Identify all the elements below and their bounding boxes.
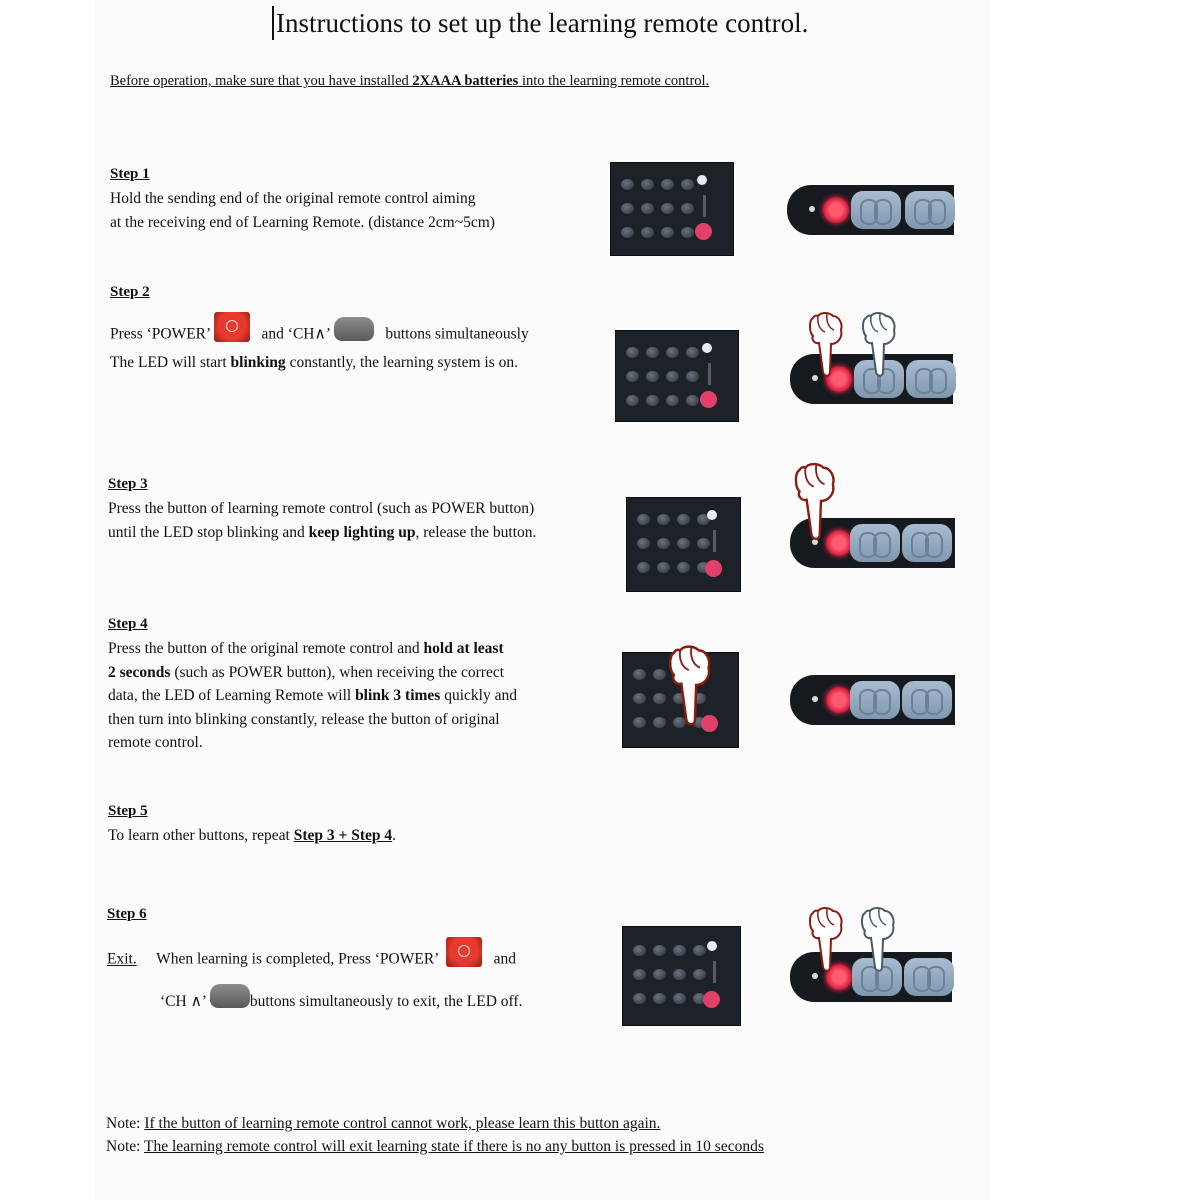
preface-before: Before operation, make sure that you have installed — [110, 73, 413, 89]
step1-line1: Hold the sending end of the original remote control aiming — [110, 190, 476, 207]
original-remote-image — [622, 926, 741, 1026]
step1-heading: Step 1 — [110, 166, 150, 182]
step4-text — [108, 637, 517, 755]
step4-line4: then turn into blinking constantly, release the button of original — [108, 710, 500, 728]
pointing-hand-icon — [805, 310, 847, 378]
step2-blinking: blinking — [230, 354, 286, 371]
power-button-icon — [214, 312, 250, 342]
page-title: Instructions to set up the learning remote control. — [272, 6, 808, 40]
step3-keep-lighting: keep lighting up — [308, 523, 416, 541]
pointing-hand-icon — [664, 636, 716, 734]
step6-heading: Step 6 — [107, 906, 147, 922]
pointing-hand-icon — [858, 310, 900, 378]
step1-text — [110, 187, 495, 234]
step4-blink3: blink 3 times — [355, 687, 441, 704]
learning-remote-image — [790, 675, 955, 725]
step4-line5: remote control. — [108, 734, 203, 751]
step4-line2 — [108, 661, 517, 685]
step4-line3 — [108, 684, 517, 708]
original-remote-image — [610, 162, 734, 256]
step6-l2b: buttons simultaneously to exit, the LED off. — [249, 993, 523, 1010]
step2-and-ch: and ‘CH∧’ — [261, 325, 330, 343]
step2-heading: Step 2 — [110, 284, 150, 300]
step3-l2b: , release the button. — [415, 523, 537, 541]
preface-text — [110, 73, 709, 90]
pointing-hand-icon — [790, 460, 840, 542]
step3-line1: Press the button of learning remote control (such as POWER button) — [108, 500, 535, 517]
step2-line2 — [110, 351, 518, 375]
note-2-label: Note: — [106, 1138, 145, 1155]
step4-l2a: (such as POWER button), when receiving the correct — [170, 663, 505, 681]
ch-up-button-icon — [334, 317, 374, 341]
pointing-hand-icon — [805, 905, 847, 973]
note-1-text: If the button of learning remote control cannot work, please learn this button again. — [144, 1115, 661, 1132]
ch-up-button-icon — [210, 984, 250, 1008]
original-remote-image — [626, 497, 741, 592]
step2-simultaneously: buttons simultaneously — [385, 325, 529, 343]
step4-l3b: quickly and — [440, 687, 517, 704]
step3-heading: Step 3 — [108, 476, 148, 492]
learning-remote-image — [787, 185, 954, 235]
step4-line1 — [108, 637, 517, 661]
power-button-icon — [446, 937, 482, 967]
preface-after: into the learning remote control. — [518, 73, 710, 89]
step6-l1a: When learning is completed, Press ‘POWER’ — [156, 950, 439, 968]
step5-end: . — [392, 827, 396, 844]
step2-press-power: Press ‘POWER’ — [110, 325, 211, 343]
step3-l2a: until the LED stop blinking and — [108, 523, 309, 541]
pointing-hand-icon — [857, 905, 899, 973]
step4-heading: Step 4 — [108, 616, 148, 632]
step6-exit: Exit. — [107, 950, 137, 968]
step3-line2 — [108, 521, 536, 545]
step4-hold: hold at least — [423, 640, 504, 657]
step6-line2 — [160, 990, 522, 1014]
step3-text — [108, 497, 536, 544]
note-2-text: The learning remote control will exit learning state if there is no any button is pressed in 10 seconds — [144, 1138, 764, 1155]
step1-line2: at the receiving end of Learning Remote. (distance 2cm~5cm) — [110, 213, 495, 231]
step5-ref: Step 3 + Step 4 — [293, 827, 393, 844]
step4-l1a: Press the button of the original remote control and — [108, 640, 424, 657]
step2-led-a: The LED will start — [110, 354, 231, 371]
step5-heading: Step 5 — [108, 803, 148, 819]
note-2 — [106, 1138, 764, 1156]
step6-and: and — [493, 950, 516, 968]
step5-text — [108, 824, 396, 848]
step5-a: To learn other buttons, repeat — [108, 827, 294, 844]
instruction-sheet — [95, 0, 990, 1200]
step2-line1 — [110, 320, 529, 350]
step6-ch: ‘CH ∧’ — [160, 993, 206, 1010]
step4-l3a: data, the LED of Learning Remote will — [108, 687, 356, 704]
original-remote-image — [615, 330, 739, 422]
step4-2sec: 2 seconds — [108, 663, 171, 681]
note-1 — [106, 1115, 660, 1133]
step6-line1 — [107, 945, 516, 975]
note-1-label: Note: — [106, 1115, 145, 1132]
preface-batteries: 2XAAA batteries — [412, 73, 519, 89]
step2-led-b: constantly, the learning system is on. — [285, 354, 519, 371]
